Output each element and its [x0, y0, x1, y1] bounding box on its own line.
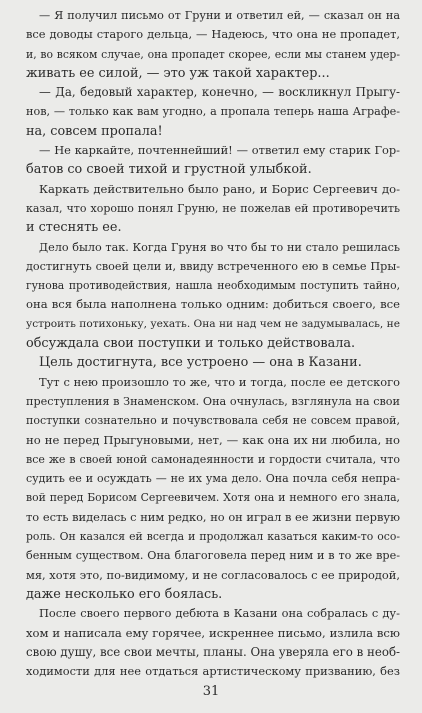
- text-line: хом и написала ему горячее, искреннее письмо, излила всю: [26, 625, 400, 640]
- text-line: роль. Он казался ей всегда и продолжал казаться каким-то осо-: [26, 530, 400, 544]
- text-line: судить ее и осуждать — не их ума дело. Она почла себя непра-: [26, 472, 400, 486]
- text-line: то есть виделась с ним редко, но он играл в ее жизни первую: [26, 509, 400, 524]
- text-line: поступки сознательно и почувствовала себя не совсем правой,: [26, 414, 400, 428]
- text-line: батов со своей тихой и грустной улыбкой.: [26, 162, 312, 178]
- text-line: казал, что хорошо понял Груню, не пожелав ей противоречить: [26, 201, 400, 215]
- text-line: даже несколько его боялась.: [26, 586, 223, 602]
- text-line: все доводы старого дельца, — Надеюсь, что она не пропадет,: [26, 27, 400, 42]
- text-line: и стеснять ее.: [26, 220, 122, 236]
- text-line: обсуждала свои поступки и только действовала.: [26, 336, 356, 352]
- text-line: нов, — только как вам угодно, а пропала теперь наша Аграфе-: [26, 105, 400, 119]
- page-number: 31: [202, 684, 220, 699]
- text-line: — Я получил письмо от Груни и ответил ей, — сказал он на: [39, 9, 400, 22]
- text-line: достигнуть своей цели и, ввиду встреченного ею в семье Пры-: [26, 259, 400, 273]
- text-line: все же в своей юной самонадеянности и гордости считала, что: [26, 452, 400, 466]
- text-line: Каркать действительно было рано, и Борис Сергеевич до-: [39, 181, 400, 196]
- text-line: и, во всяком случае, она пропадет скорее, если мы станем удер-: [26, 47, 400, 61]
- text-line: — Не каркайте, почтеннейший! — ответил ему старик Гор-: [39, 143, 400, 158]
- text-line: гунова противодействия, нашла необходимым поступить тайно,: [26, 279, 400, 293]
- text-line: — Да, бедовый характер, конечно, — воскликнул Прыгу-: [39, 85, 400, 100]
- text-line: преступления в Знаменском. Она очнулась, взглянула на свои: [26, 394, 400, 408]
- text-line: Дело было так. Когда Груня во что бы то ни стало решилась: [39, 240, 400, 254]
- text-line: свою душу, все свои мечты, планы. Она уверяла его в необ-: [26, 644, 400, 659]
- text-line: но не перед Прыгуновыми, нет, — как она их ни любила, но: [26, 432, 400, 447]
- text-line: После своего первого дебюта в Казани она собралась с ду-: [39, 606, 400, 621]
- text-line: устроить потихоньку, уехать. Она ни над чем не задумывалась, не: [26, 317, 400, 330]
- text-line: ходимости для нее отдаться артистическому призванию, без: [26, 664, 400, 679]
- text-line: она вся была наполнена только одним: добиться своего, все: [26, 297, 400, 312]
- text-line: живать ее силой, — это уж такой характер...: [26, 65, 330, 81]
- text-line: мя, хотя это, по-видимому, и не согласовалось с ее природой,: [26, 567, 400, 582]
- text-line: Цель достигнута, все устроено — она в Казани.: [39, 355, 362, 371]
- text-line: на, совсем пропала!: [26, 123, 163, 139]
- text-line: вой перед Борисом Сергеевичем. Хотя она и немного его знала,: [26, 491, 400, 505]
- text-line: бенным существом. Она благоговела перед ним и в то же вре-: [26, 549, 400, 563]
- text-line: Тут с нею произошло то же, что и тогда, после ее детского: [39, 374, 400, 389]
- text-body: [26, 6, 400, 681]
